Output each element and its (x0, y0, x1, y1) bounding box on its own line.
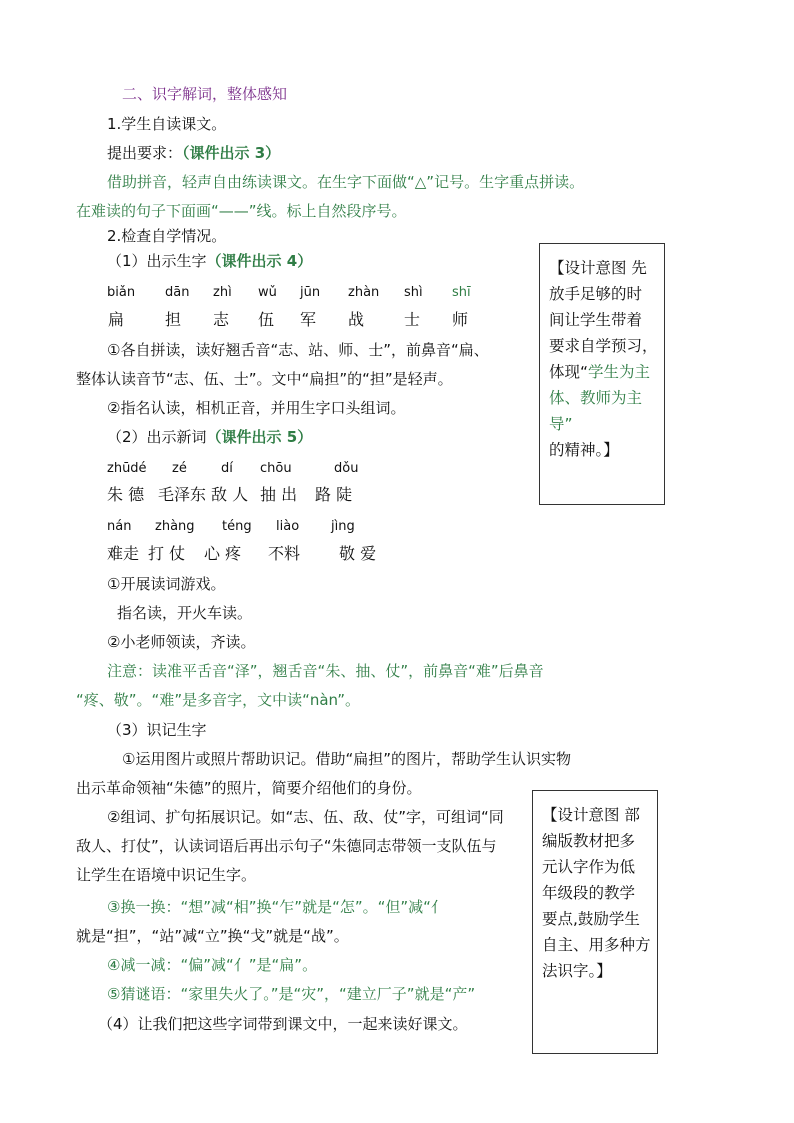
char: 扁 (108, 310, 125, 329)
word-row (0, 544, 540, 566)
section-title: 二、识字解词，整体感知 (122, 85, 288, 103)
text-span: 提出要求： (107, 144, 183, 162)
text-line: 整体认读音节“志、伍、士”。文中“扁担”的“担”是轻声。 (76, 370, 453, 388)
text-line: “疼、敬”。“难”是多音字，文中读“nàn”。 (76, 691, 361, 709)
text-line (107, 427, 312, 447)
text-line: ⑤猜谜语：“家里失火了。”是“灾”，“建立厂子”就是“产” (107, 985, 476, 1003)
pinyin: shì (404, 285, 423, 300)
text-line (107, 251, 312, 271)
box-line: 自主、用多种方 (542, 936, 651, 954)
box-line: 体、教师为主导” (549, 389, 643, 433)
text-line: 2.检查自学情况。 (107, 227, 227, 245)
text-line: （4）让我们把这些字词带到课文中，一起来读好课文。 (98, 1015, 468, 1033)
text-span: （1）出示生字 (107, 252, 207, 270)
text-line: 在难读的句子下面画“——”线。标上自然段序号。 (76, 202, 407, 220)
pinyin: jūn (300, 285, 321, 300)
word: 不料 (268, 544, 301, 563)
pinyin-row (0, 283, 540, 303)
char: 军 (300, 310, 317, 329)
char: 伍 (258, 310, 275, 329)
courseware-ref: （课件出示 3） (182, 144, 281, 162)
word: 朱 德 (107, 485, 145, 504)
box-line: 年级段的教学 (542, 884, 636, 902)
box-line: 元认字作为低 (542, 858, 636, 876)
design-intent-box (532, 790, 658, 1054)
courseware-ref: （课件出示 4） (206, 252, 313, 270)
pinyin: biǎn (107, 285, 136, 300)
pinyin: zhàng (155, 519, 195, 534)
pinyin: dǒu (334, 461, 359, 476)
text-line (107, 143, 280, 163)
pinyin-row (0, 517, 540, 537)
text-line: 注意：读准平舌音“泽”，翘舌音“朱、抽、仗”，前鼻音“难”后鼻音 (107, 662, 544, 680)
box-line: 法识字。】 (542, 962, 612, 980)
box-line: 【设计意图 部 (542, 806, 640, 824)
text-line: ②小老师领读，齐读。 (107, 633, 256, 651)
text-line: （3）识记生字 (107, 721, 207, 739)
box-line: 编版教材把多 (542, 832, 636, 850)
text-line: ①运用图片或照片帮助识记。借助“扁担”的图片，帮助学生认识实物 (122, 750, 571, 768)
pinyin: shī (452, 285, 471, 300)
word-row (0, 485, 540, 507)
text-line: 1.学生自读课文。 (107, 115, 227, 133)
box-line: 要求自学预习， (549, 337, 658, 355)
pinyin: téng (222, 519, 252, 534)
courseware-ref: （课件出示 5） (206, 428, 313, 446)
pinyin: wǔ (258, 285, 277, 300)
word: 敌 人 (211, 485, 249, 504)
text-line: 出示革命领袖“朱德”的照片，简要介绍他们的身份。 (76, 779, 422, 797)
design-intent-box (539, 243, 665, 505)
word: 敬 爱 (339, 544, 377, 563)
text-line: 敌人、打仗”，认读词语后再出示句子“朱德同志带领一支队伍与 (76, 837, 497, 855)
text-line: ①开展读词游戏。 (107, 575, 226, 593)
pinyin: zhì (213, 285, 232, 300)
text-span: （2）出示新词 (107, 428, 207, 446)
char: 战 (348, 310, 365, 329)
pinyin: chōu (260, 461, 292, 476)
char: 志 (213, 310, 230, 329)
box-line: 要点,鼓励学生 (542, 910, 640, 928)
text-line: ③换一换：“想”减“相”换“乍”就是“怎”。“但”减“亻 (107, 898, 446, 916)
word: 难走 (107, 544, 140, 563)
char: 士 (404, 310, 421, 329)
box-line: 间让学生带着 (549, 311, 643, 329)
char-row (0, 310, 540, 332)
pinyin: liào (276, 519, 300, 534)
text-line: 让学生在语境中识记生字。 (76, 866, 257, 884)
box-line: 放手足够的时 (549, 285, 643, 303)
char: 担 (165, 310, 182, 329)
text-line: ④减一减：“偏”减“亻”是“扁”。 (107, 956, 318, 974)
pinyin-row (0, 459, 540, 479)
text-line: 指名读，开火车读。 (117, 604, 253, 622)
design-intent-text (549, 255, 661, 463)
pinyin: jìng (331, 519, 355, 534)
text-line: ②组词、扩句拓展识记。如“志、伍、敌、仗”字，可组词“同 (107, 808, 504, 826)
pinyin: dí (221, 461, 233, 476)
word: 毛泽东 (158, 485, 207, 504)
word: 打 仗 (148, 544, 186, 563)
box-line: 【设计意图 先 (549, 259, 647, 277)
text-line: ①各自拼读，读好翘舌音“志、站、师、士”，前鼻音“扁、 (107, 341, 489, 359)
word: 抽 出 (260, 485, 298, 504)
pinyin: zé (172, 461, 187, 476)
char: 师 (452, 310, 469, 329)
pinyin: zhàn (348, 285, 380, 300)
text-line: 就是“担”，“站”减“立”换“戈”就是“战”。 (76, 927, 349, 945)
word: 心 疼 (204, 544, 242, 563)
pinyin: nán (107, 519, 132, 534)
text-line: ②指名认读，相机正音，并用生字口头组词。 (107, 399, 406, 417)
word: 路 陡 (315, 485, 353, 504)
pinyin: zhūdé (107, 461, 147, 476)
box-span: 体现“ (549, 363, 589, 381)
pinyin: dān (165, 285, 190, 300)
text-line: 借助拼音，轻声自由练读课文。在生字下面做“△”记号。生字重点拼读。 (107, 173, 585, 191)
box-line (549, 359, 661, 385)
box-span: 学生为主 (588, 363, 651, 381)
design-intent-text (542, 802, 654, 984)
box-line: 的精神。】 (549, 441, 619, 459)
